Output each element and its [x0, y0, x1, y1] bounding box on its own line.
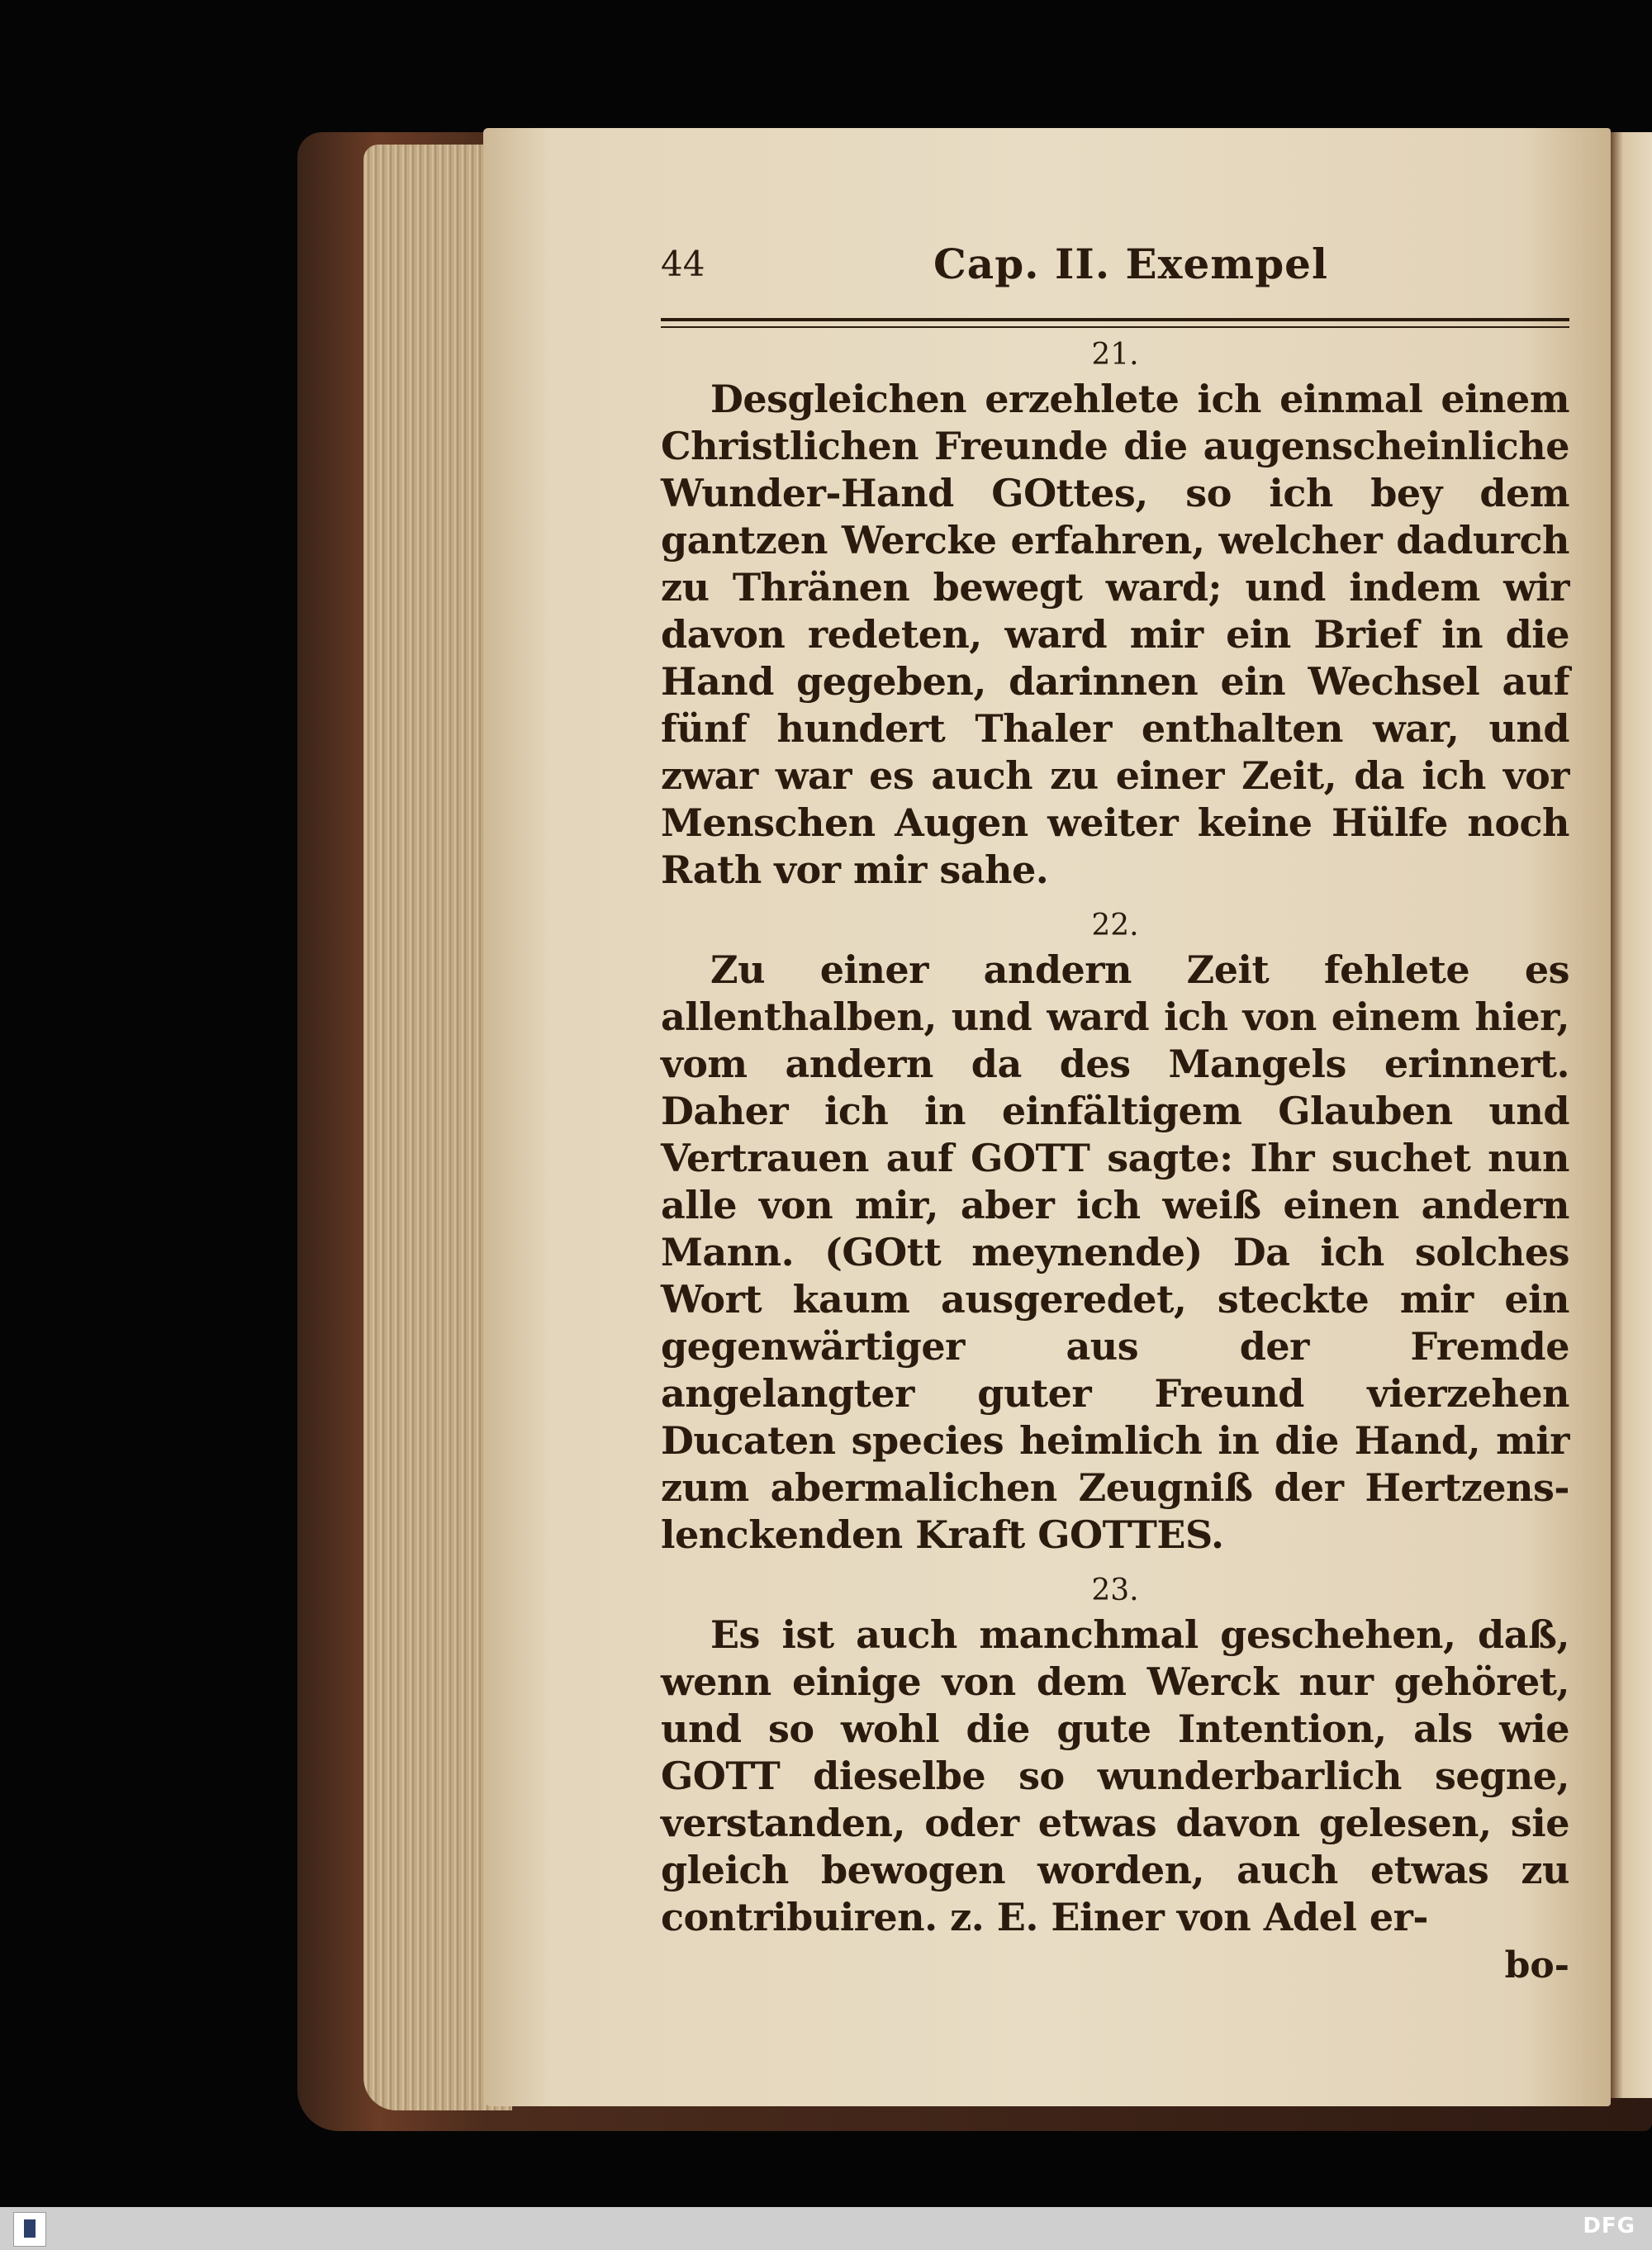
catchword: bo-: [1504, 1944, 1569, 1987]
library-logo-icon[interactable]: [13, 2212, 46, 2247]
page-number: 44: [661, 244, 705, 284]
section-number: 23.: [1091, 1574, 1139, 1607]
section-number: 21.: [1091, 338, 1139, 372]
facing-page-edge: [1611, 132, 1652, 2098]
viewer-footer-bar: [0, 2207, 1652, 2250]
paragraph: Zu einer andern Zeit fehlete es allenthalben, und ward ich von einem hier, vom andern da des Mangels erinnert. Daher ich in einfältigem Glauben und Vertrauen auf GOTT sagte: Ihr suchet nun alle von mir, aber ich weiß einen andern Mann. (GOtt meynende) Da ich solches Wort kaum ausgeredet, steckte mir ein gegenwärtiger aus der Fremde angelangter guter Freund vierzehen Ducaten species heimlich in die Hand, mir zum abermalichen Zeugniß der Hertzens-lenckenden Kraft GOTTES.: [661, 947, 1569, 1557]
text-block: [661, 235, 1569, 1991]
paragraph: Desgleichen erzehlete ich einmal einem Christlichen Freunde die augenscheinliche Wunder-Hand GOttes, so ich bey dem gantzen Wercke erfahren, welcher dadurch zu Thränen bewegt ward; und indem wir davon redeten, ward mir ein Brief in die Hand gegeben, darinnen ein Wechsel auf fünf hundert Thaler enthalten war, und zwar war es auch zu einer Zeit, da ich vor Menschen Augen weiter keine Hülfe noch Rath vor mir sahe.: [661, 377, 1569, 892]
running-head: Cap. II. Exempel: [933, 240, 1328, 288]
section-number: 22.: [1091, 909, 1139, 942]
dfg-logo[interactable]: DFG: [1583, 2214, 1635, 2238]
page-header: [661, 235, 1569, 301]
paragraph: Es ist auch manchmal geschehen, daß, wenn einige von dem Werck nur gehöret, und so wohl die gute Intention, als wie GOTT dieselbe so wunderbarlich segne, verstanden, oder etwas davon gelesen, sie gleich bewogen worden, auch etwas zu contribuiren. z. E. Einer von Adel er-: [661, 1612, 1569, 1939]
header-rule: [661, 318, 1569, 328]
